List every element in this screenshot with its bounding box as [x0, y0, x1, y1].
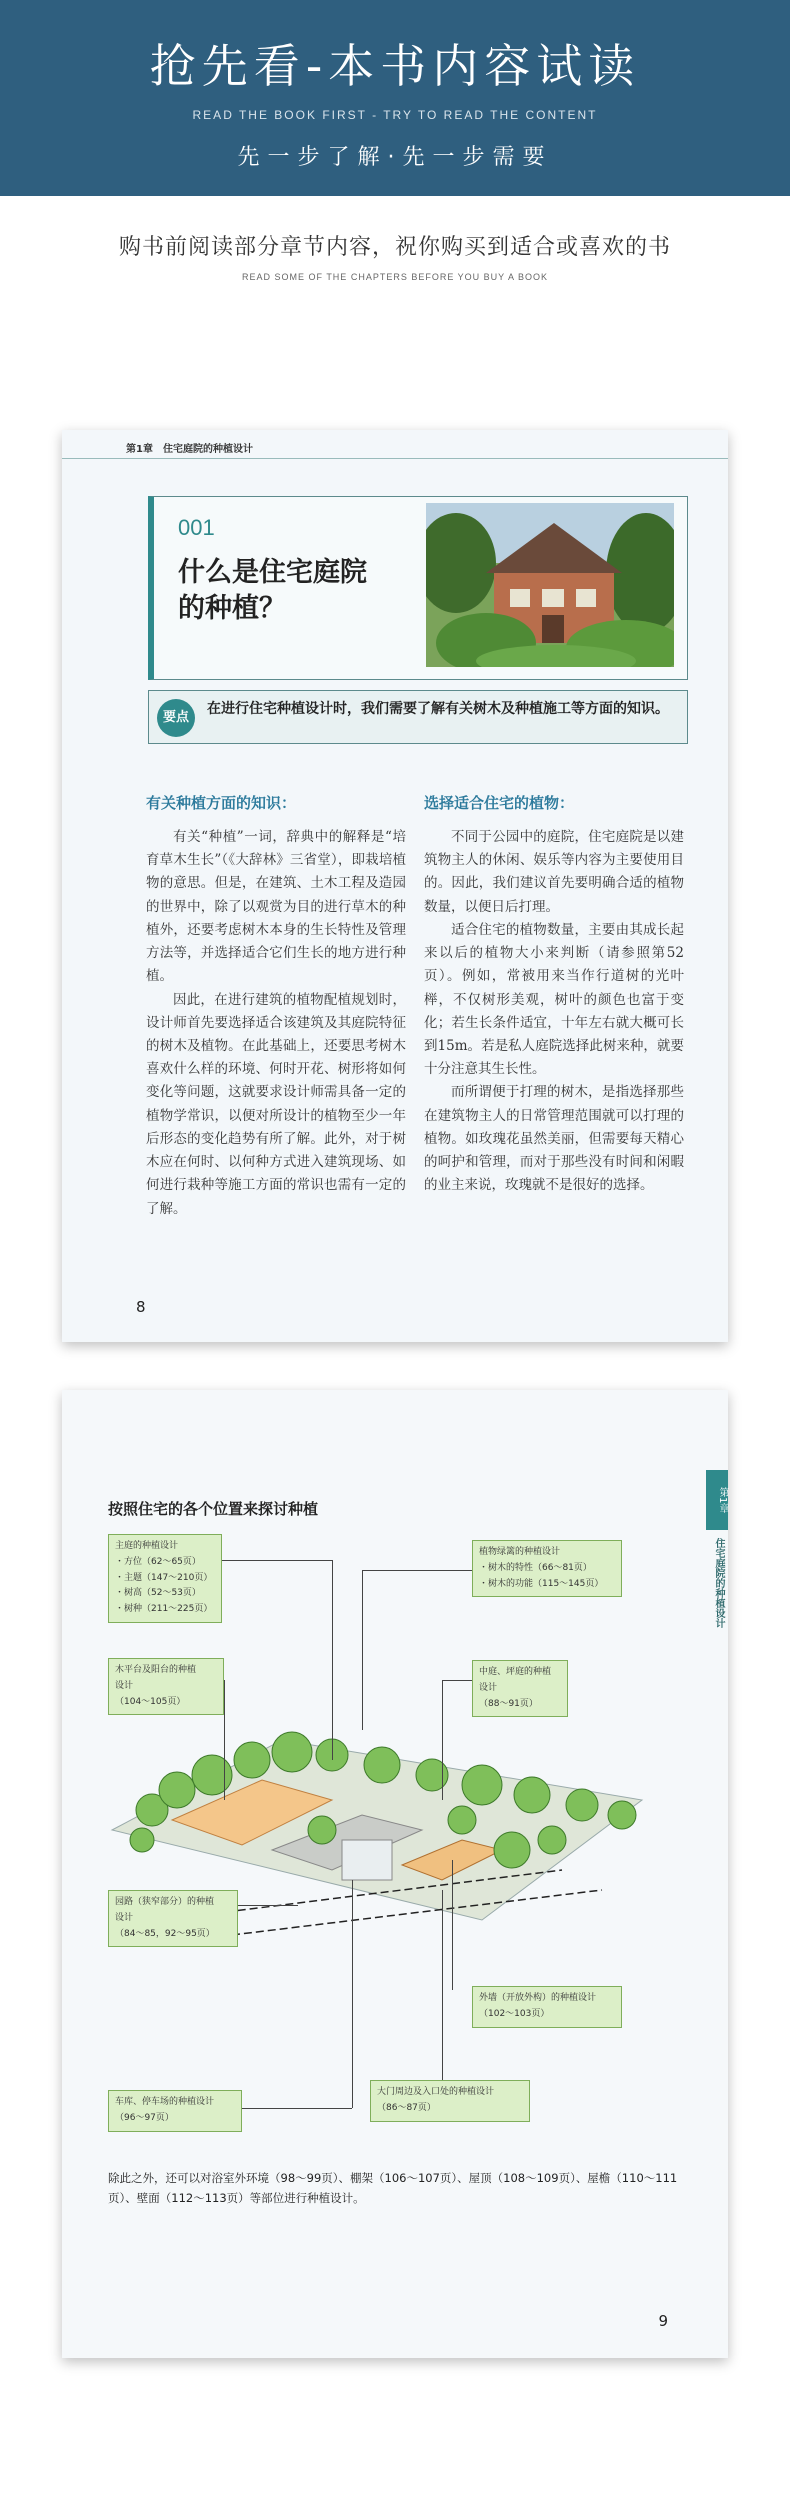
callout-line: （96～97页） — [115, 2112, 174, 2123]
diagram-title: 按照住宅的各个位置来探讨种植 — [108, 1500, 319, 1518]
leader-line — [452, 1860, 453, 1990]
leader-line — [224, 1680, 225, 1800]
callout-line: ・树种（211～225页） — [115, 1604, 213, 1614]
callout-hedge — [472, 1540, 622, 1597]
callout-line: 中庭、坪庭的种植 — [479, 1667, 552, 1677]
chapter-tab: 第1章 — [706, 1470, 728, 1530]
callout-path — [108, 1890, 238, 1947]
callout-line: ・树木的特性（66～81页） — [479, 1562, 592, 1573]
leader-line — [442, 1680, 472, 1681]
leader-line — [332, 1560, 333, 1760]
callout-line: 大门周边及入口处的种植设计 — [377, 2087, 495, 2097]
leader-line — [222, 1560, 332, 1561]
paragraph: 而所谓便于打理的树木，是指选择那些在建筑物主人的日常管理范围就可以打理的植物。如玫瑰花虽然美丽，但需要每天精心的呵护和管理，而对于那些没有时间和闲暇的业主来说，玫瑰就不是很好的选择。 — [424, 1084, 684, 1194]
left-column-title: 有关种植方面的知识： — [146, 794, 297, 812]
callout-line: （88～91页） — [479, 1698, 538, 1709]
intro-text-en: READ SOME OF THE CHAPTERS BEFORE YOU BUY A BOOK — [241, 272, 549, 282]
intro-text: 购书前阅读部分章节内容，祝你购买到适合或喜欢的书 — [118, 235, 671, 260]
left-column-body — [146, 826, 406, 1221]
callout-line: ・树高（52～53页） — [115, 1588, 201, 1599]
keypoint-text: 在进行住宅种植设计时，我们需要了解有关树木及种植施工等方面的知识。 — [207, 701, 669, 717]
callout-line: 园路（狭窄部分）的种植 — [115, 1897, 215, 1907]
callout-line: 车库、停车场的种植设计 — [115, 2097, 215, 2107]
callout-line: 外墙（开放外构）的种植设计 — [479, 1993, 597, 2003]
section-number: 001 — [178, 515, 215, 540]
callout-line: 植物绿篱的种植设计 — [479, 1547, 561, 1557]
leader-line — [352, 1880, 353, 2108]
callout-line: （86～87页） — [377, 2102, 436, 2113]
house-photo — [426, 503, 674, 667]
right-column-body — [424, 826, 684, 1198]
callout-line: 设计 — [115, 1912, 134, 1923]
leader-line — [238, 1905, 298, 1906]
paragraph: 因此，在进行建筑的植物配植规划时，设计师首先要选择适合该建筑及其庭院特征的树木及植物。在此基础上，还要思考树木喜欢什么样的环境、何时开花、树形将如何变化等问题，这就要求设计师需具备一定的植物学常识，以便对所设计的植物至少一年后形态的变化趋势有所了解。此外，对于树木应在何时、以何种方式进入建筑现场、如何进行栽种等施工方面的常识也需有一定的了解。 — [146, 991, 406, 1217]
callout-main-garden — [108, 1534, 222, 1623]
callout-line: （104～105页） — [115, 1696, 186, 1707]
keypoint-box — [148, 690, 688, 744]
leader-line — [442, 1680, 443, 1800]
heading-line-2: 的种植？ — [178, 593, 286, 625]
callout-line: ・方位（62～65页） — [115, 1556, 201, 1567]
banner-title: 抢先看-本书内容试读 — [149, 39, 641, 93]
keypoint-badge: 要点 — [157, 699, 195, 737]
page-number: 8 — [136, 1298, 146, 1316]
callout-gate-entrance — [370, 2080, 530, 2122]
leader-line — [362, 1570, 472, 1571]
section-heading — [178, 555, 408, 628]
book-page-9 — [62, 1390, 728, 2358]
chapter-tab-label: 住宅庭院的种植设计 — [713, 1538, 724, 1628]
leader-line — [442, 1890, 443, 2080]
callout-line: （84～85，92～95页） — [115, 1928, 215, 1939]
paragraph: 适合住宅的植物数量，主要由其成长起来以后的植物大小来判断（请参照第52页）。例如，常被用来当作行道树的光叶榉，不仅树形美观，树叶的颜色也富于变化；若生长条件适宜，十年左右就大概可长到15m。若是私人庭院选择此树来种，就要十分注意其生长性。 — [424, 921, 684, 1078]
callout-line: 木平台及阳台的种植 — [115, 1665, 197, 1675]
callout-line: ・主题（147～210页） — [115, 1572, 213, 1583]
callout-garage — [108, 2090, 242, 2132]
heading-line-1: 什么是住宅庭院 — [178, 557, 367, 588]
section-hero-box — [148, 496, 688, 680]
house-illustration — [426, 503, 674, 667]
page-number: 9 — [658, 2312, 668, 2330]
callout-deck-balcony — [108, 1658, 224, 1715]
diagram-note: 除此之外，还可以对浴室外环境（98～99页）、棚架（106～107页）、屋顶（108～109页）、屋檐（110～111页）、壁面（112～113页）等部位进行种植设计。 — [108, 2171, 678, 2206]
header-banner — [0, 0, 790, 196]
running-head: 第1章 住宅庭院的种植设计 — [126, 444, 253, 455]
right-column-title: 选择适合住宅的植物： — [424, 794, 575, 812]
paragraph: 有关“种植”一词，辞典中的解释是“培育草木生长”（《大辞林》三省堂），即栽培植物的意思。但是，在建筑、土木工程及造园的世界中，除了以观赏为目的进行草木的种植外，还要考虑树木本身的生长特性及管理方法等，并选择适合它们生长的地方进行种植。 — [146, 829, 406, 985]
banner-subtitle-cn: 先一步了解·先一步需要 — [237, 145, 553, 170]
callout-outer-wall — [472, 1986, 622, 2028]
header-rule — [62, 458, 728, 459]
leader-line — [362, 1570, 363, 1730]
callout-line: 主庭的种植设计 — [115, 1541, 179, 1551]
book-page-8 — [62, 430, 728, 1342]
banner-subtitle-en: READ THE BOOK FIRST - TRY TO READ THE CONTENT — [192, 108, 598, 122]
callout-line: 设计 — [115, 1680, 134, 1691]
paragraph: 不同于公园中的庭院，住宅庭院是以建筑物主人的休闲、娱乐等内容为主要使用目的。因此，我们建议首先要明确合适的植物数量，以便日后打理。 — [424, 829, 684, 915]
callout-courtyard — [472, 1660, 568, 1717]
callout-line: 设计 — [479, 1682, 498, 1693]
leader-line — [242, 2108, 352, 2109]
callout-line: ・树木的功能（115～145页） — [479, 1578, 604, 1589]
callout-line: （102～103页） — [479, 2008, 550, 2019]
